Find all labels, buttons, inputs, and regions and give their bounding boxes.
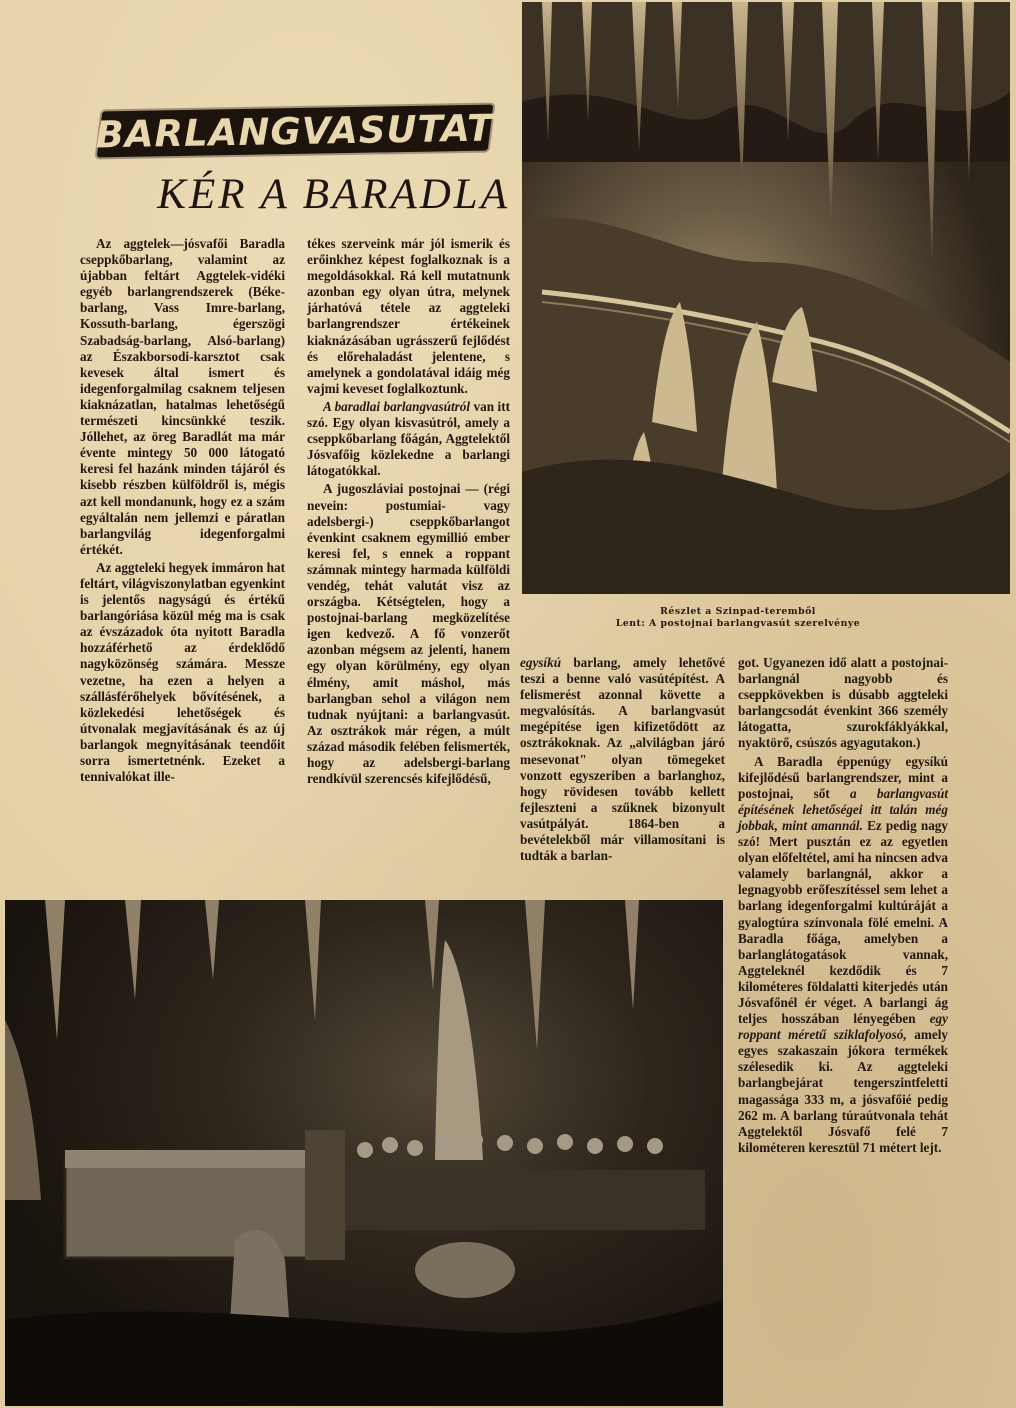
paragraph: tékes szerveink már jól ismerik és erőinkhez képest foglalkoznak is a megoldásokkal. Rá kell mutatnunk azonban egy olyan útra, melynek járhatóvá tétele az aggteleki barlangrendszer értékeinek kiaknázásában ugrásszerű fejlődést és előrehaladást jelentene, s amelynek a gondolatával idáig még vajmi keveset foglalkoztunk.	[307, 236, 510, 396]
cave-train-photo	[5, 900, 723, 1406]
kicker-banner	[97, 105, 494, 158]
paragraph-text: A Baradla éppenúgy egysíkú kifejlődésű barlangrendszer, mint a postojnai, sőt	[738, 753, 948, 801]
emphasis: A baradlai barlangvasútról	[323, 398, 470, 414]
paragraph: A jugoszláviai postojnai — (régi nevein: postumiai- vagy adelsbergi-) cseppkőbarlangot évenkint csaknem egymillió ember keresi fel, s ennek a roppant számnak mintegy harmada külföldi vendég, tehát valutát visz az országba. Kétségtelen, hogy a postojnai-barlang megközelítése igen kedvező. A fő vonzerőt azonban mégsem az jelenti, hanem egy olyan körülmény, egy olyan élmény, amit máshol, más barlangban sehol a világon nem tudnak nyújtani: a barlangvasút. Az osztrákok már régen, a múlt század második felében felismerték, hogy az adelsbergi-barlang rendkívül szerencsés kifejlődésű,	[307, 481, 510, 787]
paragraph: got. Ugyanezen idő alatt a postojnai-barlangnál nagyobb és cseppkövekben is dúsabb aggteleki barlangcsodát évenkint 366 személy látogatta, szurokfáklyákkal, nyaktörő, csúszós agyagutakon.)	[738, 655, 948, 751]
emphasis: egy roppant méretű sziklafolyosó,	[738, 1011, 948, 1043]
text-column-1	[80, 236, 285, 785]
caption-line-1: Részlet a Szinpad-teremből	[660, 606, 816, 617]
paragraph-text: van itt szó. Egy olyan kisvasútról, amely a cseppkőbarlang főágán, Aggtelektől Jósvafőig közlekedne a barlangi látogatókkal.	[307, 398, 510, 479]
paragraph	[738, 754, 948, 1156]
paragraph-text: amely egyes szakaszain jókora termékek szélesedik ki. Az aggteleki barlangbejárat tengerszintfeletti magassága 333 m, a jósvafőié pedig 262 m. A barlang túraútvonala tehát Aggtelektől Jósvafő felé 7 kilométeren keresztül 71 métert lejt.	[738, 1027, 948, 1155]
text-column-4	[738, 655, 948, 1156]
caption-line-2: Lent: A postojnai barlangvasút szerelvénye	[615, 618, 861, 629]
cave-stalactite-photo	[522, 2, 1010, 594]
paragraph-text: Ez pedig nagy szó! Mert pusztán ez az egyetlen olyan előfeltétel, ami ha nincsen adva valamely barlangnál, akkor a legnagyobb erőfeszítéssel sem lehet a barlang idegenforgalmi kultúráját a gyalogtúra színvonala fölé emelni. A Baradla főága, amelyben a barlanglátogatások vannak, Aggteleknél kezdődik és 7 kilométeres földalatti kiterjedés után Jósvafőnél ér véget. A barlangi ág teljes hosszában lényegében	[738, 817, 948, 1027]
text-column-2	[307, 236, 510, 787]
emphasis: a barlangvasút építésének lehetőségei itt talán még jobbak, mint amannál.	[738, 785, 948, 833]
paragraph-text: barlang, amely lehetővé teszi a benne való vasútépítést. A felismerést azonnal követte a megvalósítás. A barlangvasút megépítése igen kifizetődött az osztrákoknak. Az „alvilágban járó mesevonat" olyan tömegeket vonzott egyszeriben a barlanghoz, hogy rövidesen tovább kellett fejleszteni a szűknek bizonyult vasútpályát. 1864-ben a bevételekből már villamosítani is tudták a barlan-	[520, 655, 725, 864]
article-title: KÉR A BARADLA	[157, 171, 510, 218]
paragraph	[307, 399, 510, 479]
paragraph: Az aggteleki hegyek immáron hat feltárt, világviszonylatban egyenkint is jelentős nagyságú és értékű barlangóriása közül még ma is csak az évszázadok óta nyitott Baradla hozzáférhető az érdeklődő nagyközönség számára. Messze vezetne, ha ezen a helyen a szállásférőhelyek bővítésének, a közlekedési lehetőségek és útvonalak megjavításának és az új barlangok megnyitásának teendőit sorra ismertetnénk. Ezeket a tennivalókat ille-	[80, 559, 285, 785]
text-column-3	[520, 655, 725, 864]
kicker-text: BARLANGVASUTAT	[95, 106, 495, 156]
paragraph: Az aggtelek—jósvafői Baradla cseppkőbarlang, valamint az újabban feltárt Aggtelek-vidéki egyéb barlangrendszerek (Béke-barlang, Vass Imre-barlang, Kossuth-barlang, égerszögi Szabadság-barlang, Alsó-barlang) az Északborsodi-karsztot csak kevesek által ismert és idegenforgalmilag csaknem teljesen kiaknázatlan, hatalmas lehetőségű természeti kincsünkké teszik. Jóllehet, az öreg Baradlát ma már évente mintegy 50 000 látogató keresi fel hazánk minden tájáról és kisebb részben külföldről is, mégis azt kell mondanunk, hogy ez a szám egyáltalán nem jellemzi e páratlan barlangvilág idegenforgalmi értékét.	[80, 236, 285, 557]
paragraph	[520, 655, 725, 864]
emphasis: egysíkú	[520, 655, 562, 670]
photo-caption	[528, 606, 948, 630]
